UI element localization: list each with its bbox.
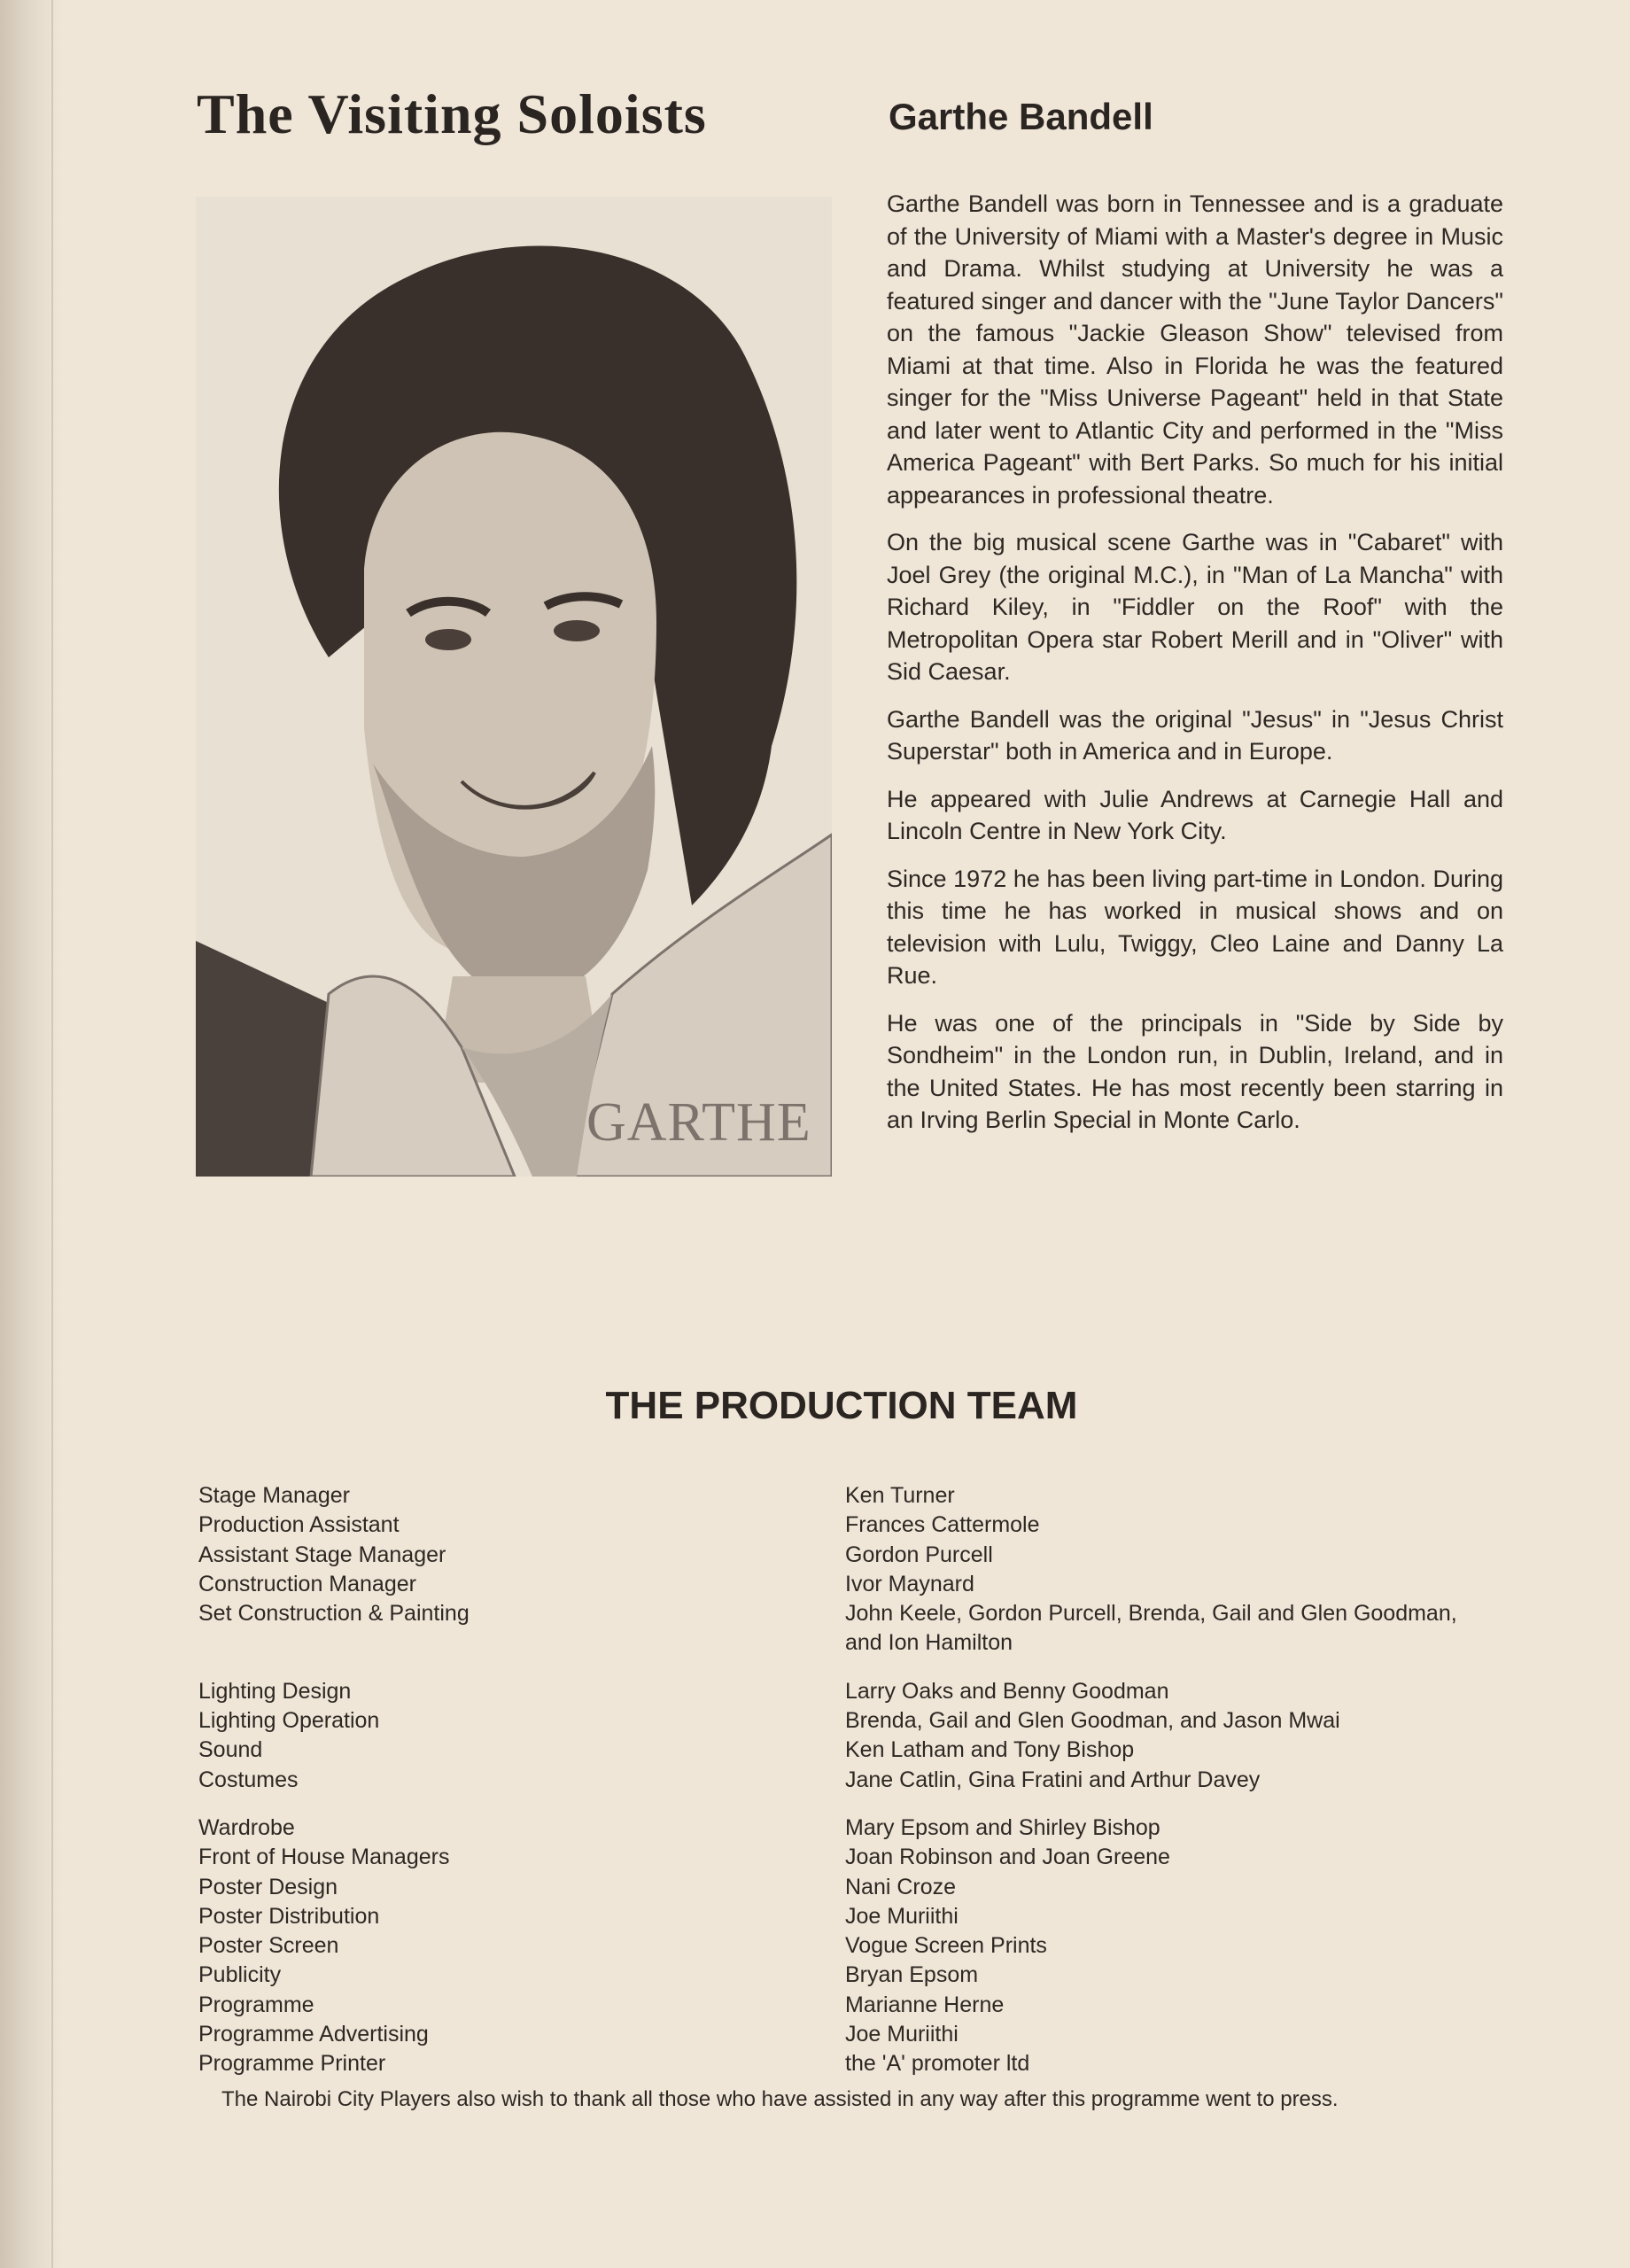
credit-group (198, 1814, 1527, 2079)
credit-role: Costumes (198, 1767, 299, 1792)
portrait-caption: GARTHE (586, 1092, 811, 1153)
credit-role: Lighting Operation (198, 1708, 380, 1734)
credit-role: Production Assistant (198, 1512, 400, 1538)
credit-role (198, 1628, 845, 1658)
credit-group (198, 1481, 1527, 1658)
credit-role: Poster Distribution (198, 1903, 380, 1929)
credit-person: Nani Croze (845, 1874, 957, 1899)
credit-row (198, 1541, 1527, 1570)
credit-person: Frances Cattermole (845, 1512, 1040, 1538)
credit-role: Set Construction & Painting (198, 1601, 470, 1627)
credit-role: Front of House Managers (198, 1845, 450, 1870)
credit-person: Joan Robinson and Joan Greene (845, 1845, 1170, 1870)
credit-row (198, 1991, 1527, 2020)
credit-row (198, 1961, 1527, 1990)
credit-person: John Keele, Gordon Purcell, Brenda, Gail and Glen Goodman, (845, 1601, 1457, 1627)
credit-role: Publicity (198, 1962, 282, 1988)
credit-row (198, 1570, 1527, 1599)
credit-role: Programme Advertising (198, 2022, 429, 2047)
credit-role: Poster Design (198, 1874, 338, 1899)
credit-person: Brenda, Gail and Glen Goodman, and Jason Mwai (845, 1708, 1340, 1734)
credit-row (198, 1814, 1527, 1843)
bio-paragraph: Garthe Bandell was born in Tennessee and is a graduate of the University of Miami with a Master's degree in Music and Drama. Whilst studying at University he was a featured singer and dancer with the "June Taylor Dancers" on the famous "Jackie Gleason Show" televised from Miami at that time. Also in Florida he was the featured singer for the "Miss Universe Pageant" held in that State and later went to Atlantic City and performed in the "Miss America Pageant" with Bert Parks. So much for his initial appearances in professional theatre. (887, 190, 1503, 509)
biography (887, 188, 1503, 1152)
production-team-heading: THE PRODUCTION TEAM (605, 1384, 1078, 1427)
credit-role: Wardrobe (198, 1814, 295, 1840)
credit-row (198, 1706, 1527, 1736)
credit-role: Construction Manager (198, 1571, 416, 1596)
bio-paragraph: Since 1972 he has been living part-time in London. During this time he has worked in musical shows and on television with Lulu, Twiggy, Cleo Laine and Danny La Rue. (887, 865, 1503, 989)
credit-role: Poster Screen (198, 1933, 339, 1959)
thanks-note: The Nairobi City Players also wish to thank all those who have assisted in any way after this programme went to press. (221, 2087, 1339, 2111)
credit-person: Vogue Screen Prints (845, 1933, 1047, 1959)
page-fold-line (51, 0, 53, 2268)
credit-person: and Ion Hamilton (845, 1630, 1013, 1656)
production-credits (198, 1481, 1527, 2098)
credit-role: Stage Manager (198, 1483, 350, 1508)
bio-paragraph: On the big musical scene Garthe was in "Cabaret" with Joel Grey (the original M.C.), in "Man of La Mancha" with Richard Kiley, in "Fiddler on the Roof" with the Metropolitan Opera star Robert Merill and in "Oliver" with Sid Caesar. (887, 529, 1503, 685)
performer-name: Garthe Bandell (889, 96, 1153, 137)
credit-role: Programme (198, 1992, 314, 2017)
credit-row (198, 1931, 1527, 1961)
credit-role: Programme Printer (198, 2051, 386, 2077)
credit-role: Sound (198, 1737, 263, 1763)
credit-person: Ivor Maynard (845, 1571, 974, 1596)
performer-portrait (196, 197, 832, 1177)
bio-paragraph: He appeared with Julie Andrews at Carnegie Hall and Lincoln Centre in New York City. (887, 785, 1503, 844)
credit-row (198, 1511, 1527, 1540)
credit-row (198, 1902, 1527, 1931)
credit-row (198, 1628, 1527, 1658)
credit-person: Joe Muriithi (845, 2022, 959, 2047)
credit-role: Lighting Design (198, 1678, 352, 1704)
bio-paragraph: He was one of the principals in "Side by Side by Sondheim" in the London run, in Dublin, Ireland, and in the United States. He has most recently been starring in an Irving Berlin Special in Monte Carlo. (887, 1009, 1503, 1133)
credit-row (198, 1843, 1527, 1872)
credit-row (198, 1599, 1527, 1628)
credit-person: Larry Oaks and Benny Goodman (845, 1678, 1169, 1704)
credit-row (198, 1736, 1527, 1765)
credit-person: the 'A' promoter ltd (845, 2051, 1030, 2077)
credit-group (198, 1677, 1527, 1795)
credit-row (198, 1677, 1527, 1706)
credit-person: Ken Turner (845, 1483, 955, 1508)
credit-row (198, 2049, 1527, 2078)
credit-row (198, 1481, 1527, 1511)
credit-row (198, 1873, 1527, 1902)
credit-person: Bryan Epsom (845, 1962, 979, 1988)
credit-person: Ken Latham and Tony Bishop (845, 1737, 1135, 1763)
portrait-illustration (196, 197, 832, 1177)
credit-row (198, 2020, 1527, 2049)
credit-person: Mary Epsom and Shirley Bishop (845, 1814, 1160, 1840)
credit-person: Joe Muriithi (845, 1903, 959, 1929)
credit-person: Jane Catlin, Gina Fratini and Arthur Davey (845, 1767, 1261, 1792)
bio-paragraph: Garthe Bandell was the original "Jesus" in "Jesus Christ Superstar" both in America and in Europe. (887, 705, 1503, 765)
credit-role: Assistant Stage Manager (198, 1542, 446, 1567)
credit-row (198, 1766, 1527, 1795)
credit-person: Marianne Herne (845, 1992, 1005, 2017)
section-title: The Visiting Soloists (197, 82, 707, 145)
credit-person: Gordon Purcell (845, 1542, 993, 1567)
